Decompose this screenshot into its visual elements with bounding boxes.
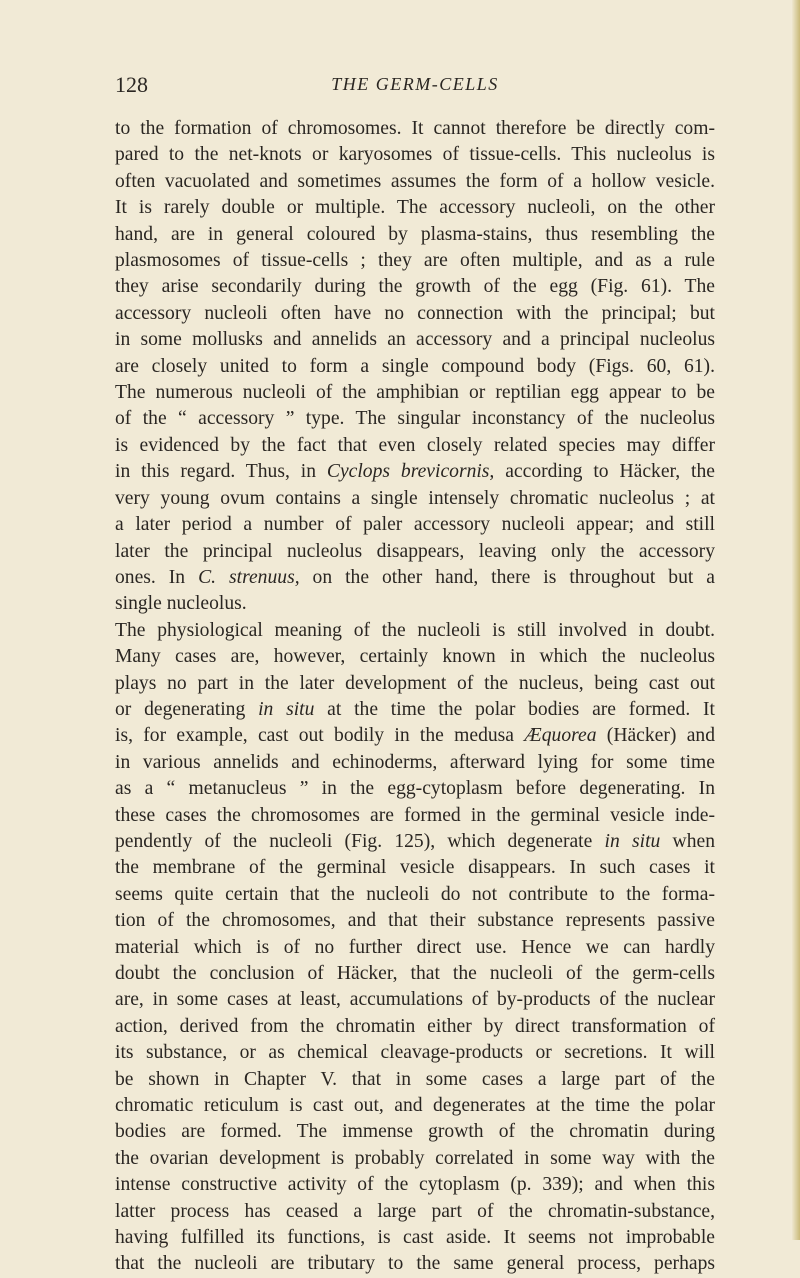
text-line bbox=[115, 565, 715, 591]
text-line bbox=[115, 829, 715, 855]
text-line bbox=[115, 1093, 715, 1119]
text-run: plays no part in the later development of the nucleus, being cast out bbox=[115, 672, 715, 694]
text-line bbox=[115, 671, 715, 697]
text-line bbox=[115, 697, 715, 723]
text-run: in this regard. Thus, in bbox=[115, 461, 327, 483]
text-run: single nucleolus. bbox=[115, 593, 247, 615]
text-line bbox=[115, 512, 715, 538]
italic-term: Æquorea bbox=[524, 725, 597, 747]
text-run: the membrane of the germinal vesicle disappears. In such cases it bbox=[115, 857, 715, 879]
text-run: The numerous nucleoli of the amphibian or reptilian egg appear to be bbox=[115, 382, 715, 404]
text-line bbox=[115, 1172, 715, 1198]
text-run: or degenerating bbox=[115, 698, 259, 720]
text-run: doubt the conclusion of Häcker, that the nucleoli of the germ-cells bbox=[115, 963, 715, 984]
text-run: these cases the chromosomes are formed in the germinal vesicle inde- bbox=[115, 804, 715, 826]
text-run: be shown in Chapter V. that in some cases a large part of the bbox=[115, 1068, 715, 1090]
text-line bbox=[115, 406, 715, 432]
text-line bbox=[115, 380, 715, 406]
page-edge bbox=[792, 0, 800, 1240]
page-number: 128 bbox=[115, 72, 148, 97]
text-line bbox=[115, 961, 715, 987]
text-line bbox=[115, 222, 715, 248]
running-title: THE GERM-CELLS bbox=[331, 74, 499, 94]
text-line bbox=[115, 301, 715, 327]
italic-term: in situ bbox=[604, 830, 661, 852]
text-run: It is rarely double or multiple. The accessory nucleoli, on the other bbox=[115, 197, 715, 219]
page-header bbox=[115, 72, 715, 102]
text-run: they arise secondarily during the growth of the egg (Fig. 61). The bbox=[115, 276, 715, 298]
text-line bbox=[115, 248, 715, 274]
text-run: later the principal nucleolus disappears, leaving only the accessory bbox=[115, 540, 715, 562]
text-line bbox=[115, 195, 715, 221]
text-line bbox=[115, 591, 715, 617]
text-line bbox=[115, 116, 715, 142]
text-run: is evidenced by the fact that even closely related species may differ bbox=[115, 434, 715, 456]
text-run: are, in some cases at least, accumulations of by-products of the nuclear bbox=[115, 989, 715, 1011]
text-run: The physiological meaning of the nucleoli is still involved in doubt. bbox=[115, 619, 715, 641]
text-run: when bbox=[660, 830, 715, 852]
text-run: of the “ accessory ” type. The singular inconstancy of the nucleolus bbox=[115, 408, 715, 430]
text-run: is, for example, cast out bodily in the medusa bbox=[115, 725, 525, 747]
text-run: at the time the polar bodies are formed. It bbox=[314, 698, 715, 720]
text-run: Many cases are, however, certainly known in which the nucleolus bbox=[115, 646, 715, 668]
text-run: often vacuolated and sometimes assumes the form of a hollow vesicle. bbox=[115, 170, 715, 192]
italic-term: C. strenuus, bbox=[198, 566, 300, 588]
text-run: action, derived from the chromatin either by direct transformation of bbox=[115, 1015, 715, 1037]
text-run: very young ovum contains a single intensely chromatic nucleolus ; at bbox=[115, 487, 715, 509]
text-run: (Häcker) and bbox=[596, 725, 715, 747]
text-run: plasmosomes of tissue-cells ; they are often multiple, and as a rule bbox=[115, 250, 715, 272]
text-run: on the other hand, there is throughout but a bbox=[299, 566, 715, 588]
text-line bbox=[115, 1146, 715, 1172]
body-text bbox=[115, 116, 715, 1278]
text-line bbox=[115, 803, 715, 829]
text-line bbox=[115, 459, 715, 485]
text-run: hand, are in general coloured by plasma-stains, thus resembling the bbox=[115, 223, 715, 245]
text-line bbox=[115, 1014, 715, 1040]
italic-term: in situ bbox=[258, 698, 315, 720]
text-line bbox=[115, 169, 715, 195]
text-line bbox=[115, 1067, 715, 1093]
text-run: ones. In bbox=[115, 566, 199, 588]
text-line bbox=[115, 882, 715, 908]
text-run: that the nucleoli are tributary to the same general process, perhaps bbox=[115, 1253, 715, 1275]
text-line bbox=[115, 855, 715, 881]
text-line bbox=[115, 354, 715, 380]
text-run: bodies are formed. The immense growth of the chromatin during bbox=[115, 1121, 715, 1143]
text-run: accessory nucleoli often have no connection with the principal; but bbox=[115, 302, 715, 324]
text-line bbox=[115, 644, 715, 670]
text-run: seems quite certain that the nucleoli do not contribute to the forma- bbox=[115, 883, 715, 905]
text-run: chromatic reticulum is cast out, and degenerates at the time the polar bbox=[115, 1095, 715, 1117]
text-run: tion of the chromosomes, and that their substance represents passive bbox=[115, 910, 715, 932]
text-run: to the formation of chromosomes. It cannot therefore be directly com- bbox=[115, 118, 715, 139]
text-line bbox=[115, 486, 715, 512]
text-run: material which is of no further direct use. Hence we can hardly bbox=[115, 936, 715, 958]
italic-term: Cyclops brevicornis, bbox=[326, 461, 495, 483]
text-line bbox=[115, 935, 715, 961]
text-line bbox=[115, 987, 715, 1013]
text-run: intense constructive activity of the cytoplasm (p. 339); and when this bbox=[115, 1174, 715, 1196]
text-run: the ovarian development is probably correlated in some way with the bbox=[115, 1147, 715, 1169]
text-line bbox=[115, 1225, 715, 1251]
text-run: pendently of the nucleoli (Fig. 125), which degenerate bbox=[115, 830, 605, 852]
text-run: a later period a number of paler accessory nucleoli appear; and still bbox=[115, 514, 715, 536]
text-line bbox=[115, 274, 715, 300]
text-run: are closely united to form a single compound body (Figs. 60, 61). bbox=[115, 355, 715, 377]
text-line bbox=[115, 750, 715, 776]
text-run: having fulfilled its functions, is cast aside. It seems not improbable bbox=[115, 1227, 715, 1249]
text-run: its substance, or as chemical cleavage-products or secretions. It will bbox=[115, 1042, 715, 1064]
text-line bbox=[115, 142, 715, 168]
text-line bbox=[115, 1251, 715, 1277]
text-run: according to Häcker, the bbox=[494, 461, 715, 483]
text-run: pared to the net-knots or karyosomes of tissue-cells. This nucleolus is bbox=[115, 144, 715, 166]
text-line bbox=[115, 618, 715, 644]
text-line bbox=[115, 1199, 715, 1225]
text-line bbox=[115, 908, 715, 934]
text-line bbox=[115, 327, 715, 353]
text-line bbox=[115, 433, 715, 459]
text-line bbox=[115, 776, 715, 802]
text-line bbox=[115, 539, 715, 565]
text-run: latter process has ceased a large part of the chromatin-substance, bbox=[115, 1200, 715, 1222]
text-run: in various annelids and echinoderms, afterward lying for some time bbox=[115, 751, 715, 773]
text-run: in some mollusks and annelids an accessory and a principal nucleolus bbox=[115, 329, 715, 351]
text-line bbox=[115, 1119, 715, 1145]
text-line bbox=[115, 1040, 715, 1066]
text-run: as a “ metanucleus ” in the egg-cytoplasm before degenerating. In bbox=[115, 778, 715, 800]
text-line bbox=[115, 723, 715, 749]
